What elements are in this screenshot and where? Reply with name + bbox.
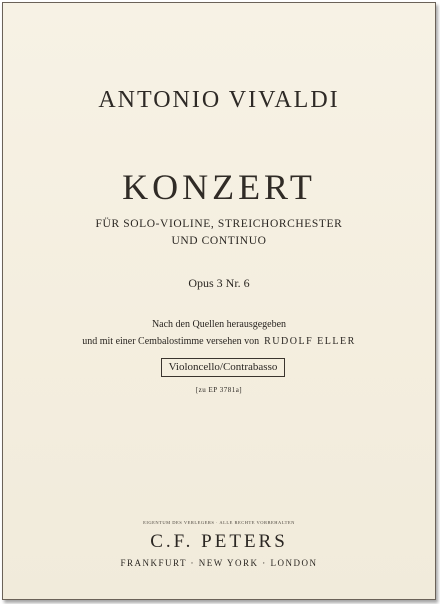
score-cover-page (3, 3, 435, 599)
instrumentation-line-2: UND CONTINUO (171, 235, 267, 247)
instrumentation-line-1: FÜR SOLO-VIOLINE, STREICHORCHESTER (95, 218, 343, 230)
opus-number: Opus 3 Nr. 6 (188, 276, 250, 290)
composer-name: ANTONIO VIVALDI (98, 87, 340, 113)
editor-credit-line-2 (3, 336, 435, 347)
work-title: KONZERT (122, 167, 316, 207)
publisher-name: C.F. PETERS (150, 531, 288, 552)
publisher-cities: FRANKFURT · NEW YORK · LONDON (120, 558, 318, 568)
editor-credit-prefix: und mit einer Cembalostimme versehen von (82, 336, 260, 347)
score-cover-frame (2, 2, 436, 600)
rights-notice: EIGENTUM DES VERLEGERS · ALLE RECHTE VORBEHALTEN (143, 520, 295, 525)
editor-credit-line-1: Nach den Quellen herausgegeben (151, 319, 287, 330)
instrument-part-label: Violoncello/Contrabasso (161, 358, 285, 377)
edition-reference: [zu EP 3781a] (195, 386, 243, 394)
editor-name: RUDOLF ELLER (264, 336, 356, 347)
